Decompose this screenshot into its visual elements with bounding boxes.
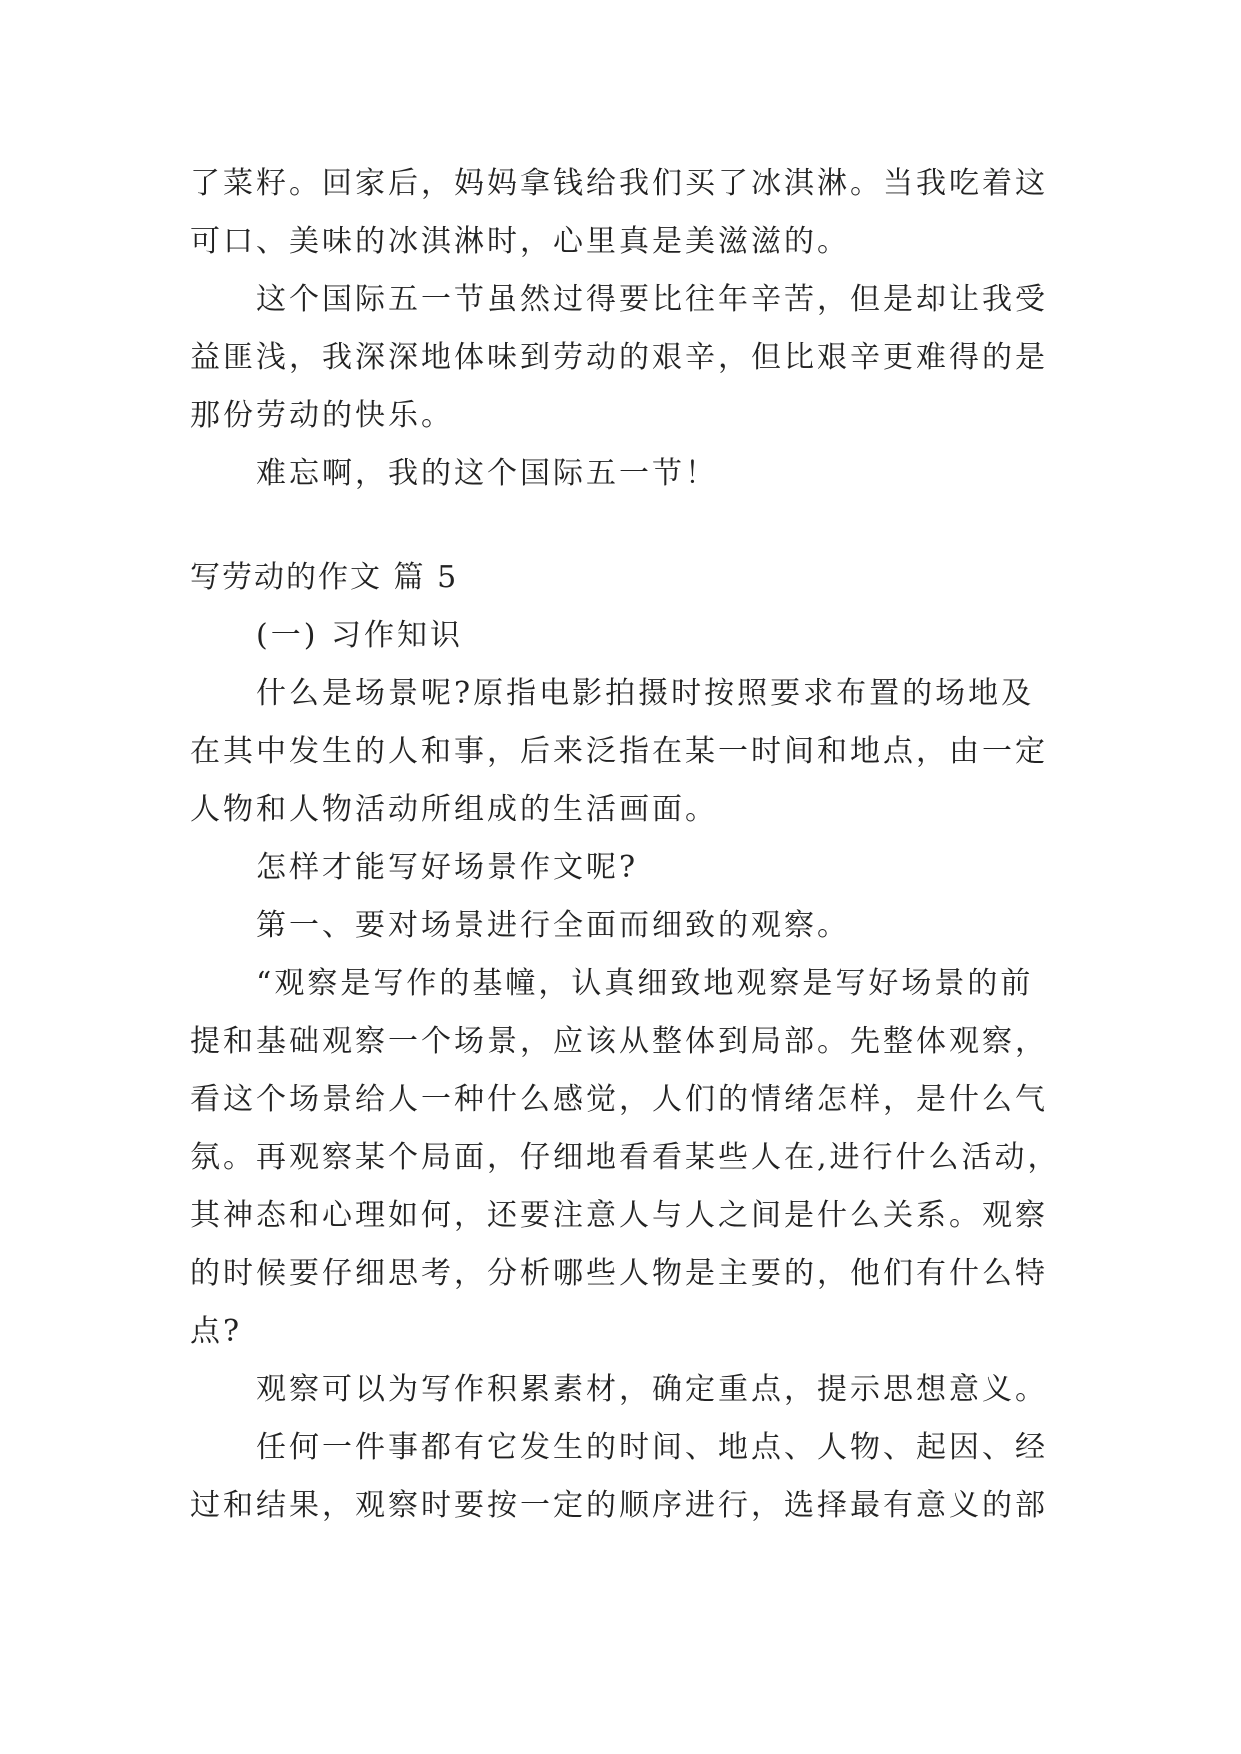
section-spacer	[190, 503, 1060, 549]
text-line: 那份劳动的快乐。	[190, 398, 454, 433]
paragraph-event-elements	[190, 1419, 1060, 1535]
paragraph-ice-cream	[190, 155, 1060, 271]
document-body	[190, 155, 1060, 1535]
text-line: 这个国际五一节虽然过得要比往年辛苦，但是却让我受	[256, 282, 1048, 317]
text-line: 人物和人物活动所组成的生活画面。	[190, 792, 718, 827]
paragraph-what-is-scene	[190, 665, 1060, 839]
text-line: 怎样才能写好场景作文呢?	[256, 850, 639, 885]
section-heading: 写劳动的作文 篇 5	[190, 560, 459, 595]
text-line: 过和结果，观察时要按一定的顺序进行，选择最有意义的部	[190, 1488, 1048, 1523]
text-line: 了菜籽。回家后，妈妈拿钱给我们买了冰淇淋。当我吃着这	[190, 166, 1048, 201]
text-line: “观察是写作的基幢，认真细致地观察是写好场景的前	[256, 966, 1034, 1001]
paragraph-labor-day-reflection	[190, 271, 1060, 445]
text-line: 益匪浅，我深深地体味到劳动的艰辛，但比艰辛更难得的是	[190, 340, 1048, 375]
text-line: 观察可以为写作积累素材，确定重点，提示思想意义。	[256, 1372, 1048, 1407]
text-line: 在其中发生的人和事，后来泛指在某一时间和地点，由一定	[190, 734, 1048, 769]
paragraph-first-point	[190, 897, 1060, 955]
paragraph-how-to-write	[190, 839, 1060, 897]
text-line: 点?	[190, 1314, 243, 1349]
text-line: 看这个场景给人一种什么感觉，人们的情绪怎样，是什么气	[190, 1082, 1048, 1117]
text-line: 的时候要仔细思考，分析哪些人物是主要的，他们有什么特	[190, 1256, 1048, 1291]
paragraph-observation	[190, 955, 1060, 1361]
text-line: 可口、美味的冰淇淋时，心里真是美滋滋的。	[190, 224, 850, 259]
text-line: 其神态和心理如何，还要注意人与人之间是什么关系。观察	[190, 1198, 1048, 1233]
text-line: 提和基础观察一个场景，应该从整体到局部。先整体观察，	[190, 1024, 1048, 1059]
paragraph-unforgettable	[190, 445, 1060, 503]
text-line: 难忘啊，我的这个国际五一节！	[256, 456, 718, 491]
text-line: 什么是场景呢?原指电影拍摄时按照要求布置的场地及	[256, 676, 1035, 711]
text-line: 任何一件事都有它发生的时间、地点、人物、起因、经	[256, 1430, 1048, 1465]
text-line: 第一、要对场景进行全面而细致的观察。	[256, 908, 850, 943]
subheading: (一) 习作知识	[256, 618, 463, 653]
paragraph-observation-value	[190, 1361, 1060, 1419]
text-line: 氛。再观察某个局面，仔细地看看某些人在,进行什么活动，	[190, 1140, 1061, 1175]
